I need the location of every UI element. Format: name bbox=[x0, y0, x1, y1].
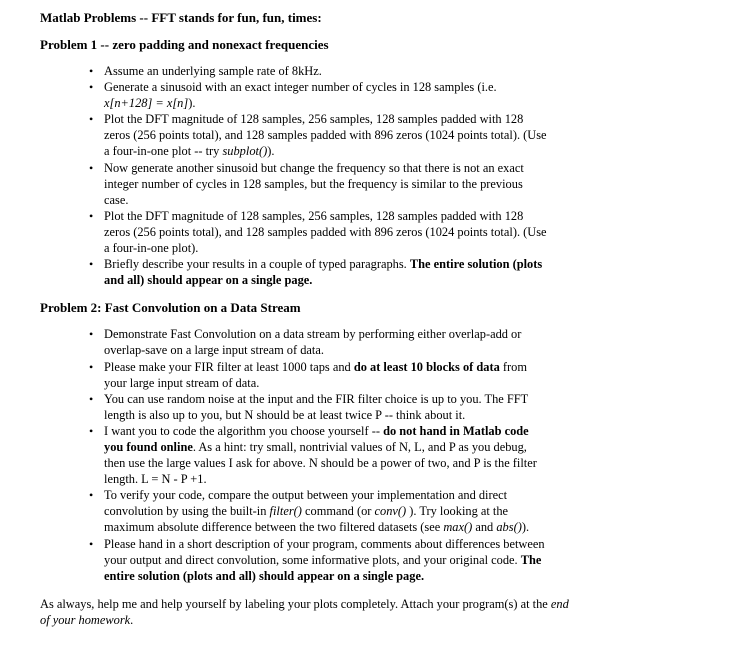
list-item: • I want you to code the algorithm you choose yourself -- do not hand in Matlab code you found online. As a hint: try small, nontrivial values of N, L, and P as you debug, then use the large values I ask for above. N should be a power of two, and P is the filter length. L = N - P +1. bbox=[89, 423, 537, 487]
bullet-icon: • bbox=[89, 160, 94, 175]
page-title: Matlab Problems -- FFT stands for fun, fun, times: bbox=[40, 10, 322, 25]
bullet-icon: • bbox=[89, 257, 94, 272]
bullet-icon: • bbox=[89, 327, 94, 342]
list-item: • Now generate another sinusoid but change the frequency so that there is not an exact integer number of cycles in 128 samples, but the frequency is similar to the previous case. bbox=[89, 160, 524, 207]
bullet-icon: • bbox=[89, 536, 94, 551]
bullet-icon: • bbox=[89, 64, 94, 78]
bullet-icon: • bbox=[89, 359, 94, 374]
list-item: • Generate a sinusoid with an exact integer number of cycles in 128 samples (i.e. x[n+128] = x[n]). bbox=[89, 80, 497, 111]
list-item: • You can use random noise at the input and the FIR filter choice is up to you. The FFT length is also up to you, but N should be at least twice P -- think about it. bbox=[89, 391, 528, 422]
problem1-heading: Problem 1 -- zero padding and nonexact frequencies bbox=[40, 37, 329, 52]
list-item: • Please make your FIR filter at least 1000 taps and do at least 10 blocks of data from your large input stream of data. bbox=[89, 359, 527, 390]
list-item: • Demonstrate Fast Convolution on a data stream by performing either overlap-add or overlap-save on a large input stream of data. bbox=[89, 327, 522, 358]
problem2-list bbox=[40, 326, 580, 584]
problem1-list bbox=[40, 63, 580, 288]
bullet-icon: • bbox=[89, 80, 94, 95]
list-item: • Please hand in a short description of your program, comments about differences between your output and direct convolution, some informative plots, and your original code. The entire solution (plots and all) should appear on a single page. bbox=[89, 536, 545, 583]
list-item: • Assume an underlying sample rate of 8kHz. bbox=[89, 64, 322, 78]
problem2-heading: Problem 2: Fast Convolution on a Data Stream bbox=[40, 300, 301, 316]
list-item: • To verify your code, compare the output between your implementation and direct convolution by using the built-in filter() command (or conv() ). Try looking at the maximum absolute difference between the two filtered datasets (see max() and abs()). bbox=[89, 488, 530, 535]
list-item: • Plot the DFT magnitude of 128 samples, 256 samples, 128 samples padded with 128 zeros (256 points total), and 128 samples padded with 896 zeros (1024 points total). (Use a four-in-one plot -- try subplot()). bbox=[89, 112, 547, 159]
bullet-icon: • bbox=[89, 391, 94, 406]
bullet-icon: • bbox=[89, 112, 94, 127]
closing-paragraph: As always, help me and help yourself by labeling your plots completely. Attach your program(s) at the end of your homework. bbox=[40, 596, 569, 627]
bullet-icon: • bbox=[89, 488, 94, 503]
bullet-icon: • bbox=[89, 423, 94, 438]
document-page bbox=[40, 10, 580, 628]
list-item: • Briefly describe your results in a couple of typed paragraphs. The entire solution (plots and all) should appear on a single page. bbox=[89, 257, 543, 288]
list-item: • Plot the DFT magnitude of 128 samples, 256 samples, 128 samples padded with 128 zeros (256 points total), and 128 samples padded with 896 zeros (1024 points total). (Use a four-in-one plot). bbox=[89, 208, 547, 256]
bullet-icon: • bbox=[89, 208, 94, 223]
